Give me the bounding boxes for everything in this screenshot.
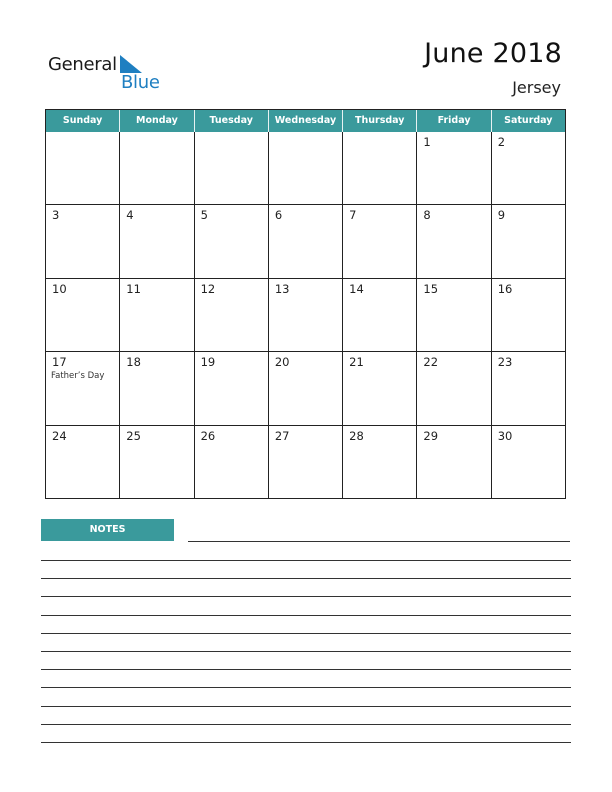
notes-line xyxy=(41,706,571,707)
day-number: 15 xyxy=(423,281,439,296)
weekday-header-row xyxy=(46,110,565,132)
calendar-day-cell xyxy=(120,426,194,498)
calendar-day-cell xyxy=(269,352,343,424)
day-number: 9 xyxy=(497,208,506,223)
notes-line xyxy=(41,669,571,670)
notes-line xyxy=(41,742,571,743)
notes-line xyxy=(41,724,571,725)
notes-line xyxy=(41,560,571,561)
weekday-monday: Monday xyxy=(120,110,194,132)
calendar-day-cell xyxy=(269,426,343,498)
calendar-week xyxy=(46,425,565,498)
calendar-day-cell xyxy=(492,205,565,277)
notes-line xyxy=(41,596,571,597)
calendar-day-cell xyxy=(120,279,194,351)
calendar-day-cell xyxy=(343,426,417,498)
generalblue-logo xyxy=(48,52,158,92)
day-number: 13 xyxy=(274,281,290,296)
day-number: 8 xyxy=(423,208,431,223)
calendar-day-cell xyxy=(46,426,120,498)
notes-line xyxy=(41,578,571,579)
day-number: 19 xyxy=(200,355,216,370)
day-number: 21 xyxy=(349,355,364,370)
day-number: 12 xyxy=(200,281,216,296)
day-number: 28 xyxy=(349,428,364,443)
calendar-title: June 2018 xyxy=(424,38,562,69)
calendar-day-cell xyxy=(46,352,120,424)
notes-line xyxy=(41,651,571,652)
day-number: 1 xyxy=(423,135,431,149)
day-number: 22 xyxy=(423,355,439,370)
calendar-day-cell xyxy=(46,132,120,204)
calendar-day-cell xyxy=(195,279,269,351)
logo-triangle-icon xyxy=(120,55,142,73)
calendar-week xyxy=(46,351,565,424)
calendar-week xyxy=(46,132,565,204)
calendar-day-cell xyxy=(417,279,491,351)
day-number: 17 xyxy=(52,355,67,370)
day-number: 2 xyxy=(497,135,506,149)
calendar-day-cell xyxy=(195,132,269,204)
notes-line xyxy=(41,615,571,616)
day-number: 4 xyxy=(126,208,134,223)
calendar-day-cell xyxy=(343,132,417,204)
day-number: 3 xyxy=(52,208,60,223)
day-number: 16 xyxy=(497,281,513,296)
calendar-day-cell xyxy=(417,352,491,424)
weekday-sunday: Sunday xyxy=(46,110,120,132)
notes-line xyxy=(41,633,571,634)
calendar-day-cell xyxy=(46,205,120,277)
day-number: 5 xyxy=(200,208,208,223)
country-label: Jersey xyxy=(512,78,561,97)
notes-line xyxy=(188,541,570,542)
calendar-day-cell xyxy=(120,205,194,277)
calendar-day-cell xyxy=(120,132,194,204)
day-number: 20 xyxy=(274,355,290,370)
weekday-tuesday: Tuesday xyxy=(195,110,269,132)
calendar-day-cell xyxy=(269,205,343,277)
calendar-day-cell xyxy=(492,426,565,498)
calendar-day-cell xyxy=(120,352,194,424)
calendar-day-cell xyxy=(417,205,491,277)
day-number: 27 xyxy=(274,428,290,443)
calendar-day-cell xyxy=(492,132,565,204)
calendar-day-cell xyxy=(195,426,269,498)
weekday-saturday: Saturday xyxy=(504,115,553,126)
notes-header: NOTES xyxy=(41,519,174,541)
day-number: 25 xyxy=(126,428,141,443)
logo-text-general: General xyxy=(48,54,117,75)
weekday-thursday: Thursday xyxy=(343,110,417,132)
weekday-friday: Friday xyxy=(417,110,491,132)
calendar-day-cell xyxy=(343,352,417,424)
calendar-grid xyxy=(45,109,566,499)
day-number: 29 xyxy=(423,428,439,443)
day-number: 10 xyxy=(52,281,67,296)
calendar-week xyxy=(46,204,565,277)
day-number: 18 xyxy=(126,355,141,370)
day-number: 7 xyxy=(349,208,357,223)
calendar-day-cell xyxy=(417,426,491,498)
calendar-weeks xyxy=(46,132,565,498)
calendar-day-cell xyxy=(343,279,417,351)
calendar-week xyxy=(46,278,565,351)
logo-text-blue: Blue xyxy=(121,72,160,93)
weekday-wednesday: Wednesday xyxy=(269,110,343,132)
day-number: 26 xyxy=(200,428,216,443)
day-number: 14 xyxy=(349,281,364,296)
day-number: 23 xyxy=(497,355,513,370)
calendar-day-cell xyxy=(492,352,565,424)
calendar-day-cell xyxy=(269,279,343,351)
calendar-day-cell xyxy=(269,132,343,204)
day-number: 30 xyxy=(497,428,513,443)
holiday-label: Father’s Day xyxy=(51,371,105,382)
calendar-day-cell xyxy=(46,279,120,351)
calendar-day-cell xyxy=(195,205,269,277)
calendar-day-cell xyxy=(343,205,417,277)
day-number: 11 xyxy=(126,281,141,296)
day-number: 24 xyxy=(52,428,67,443)
calendar-day-cell xyxy=(492,279,565,351)
notes-line xyxy=(41,687,571,688)
calendar-day-cell xyxy=(195,352,269,424)
calendar-day-cell xyxy=(417,132,491,204)
day-number: 6 xyxy=(274,208,283,223)
